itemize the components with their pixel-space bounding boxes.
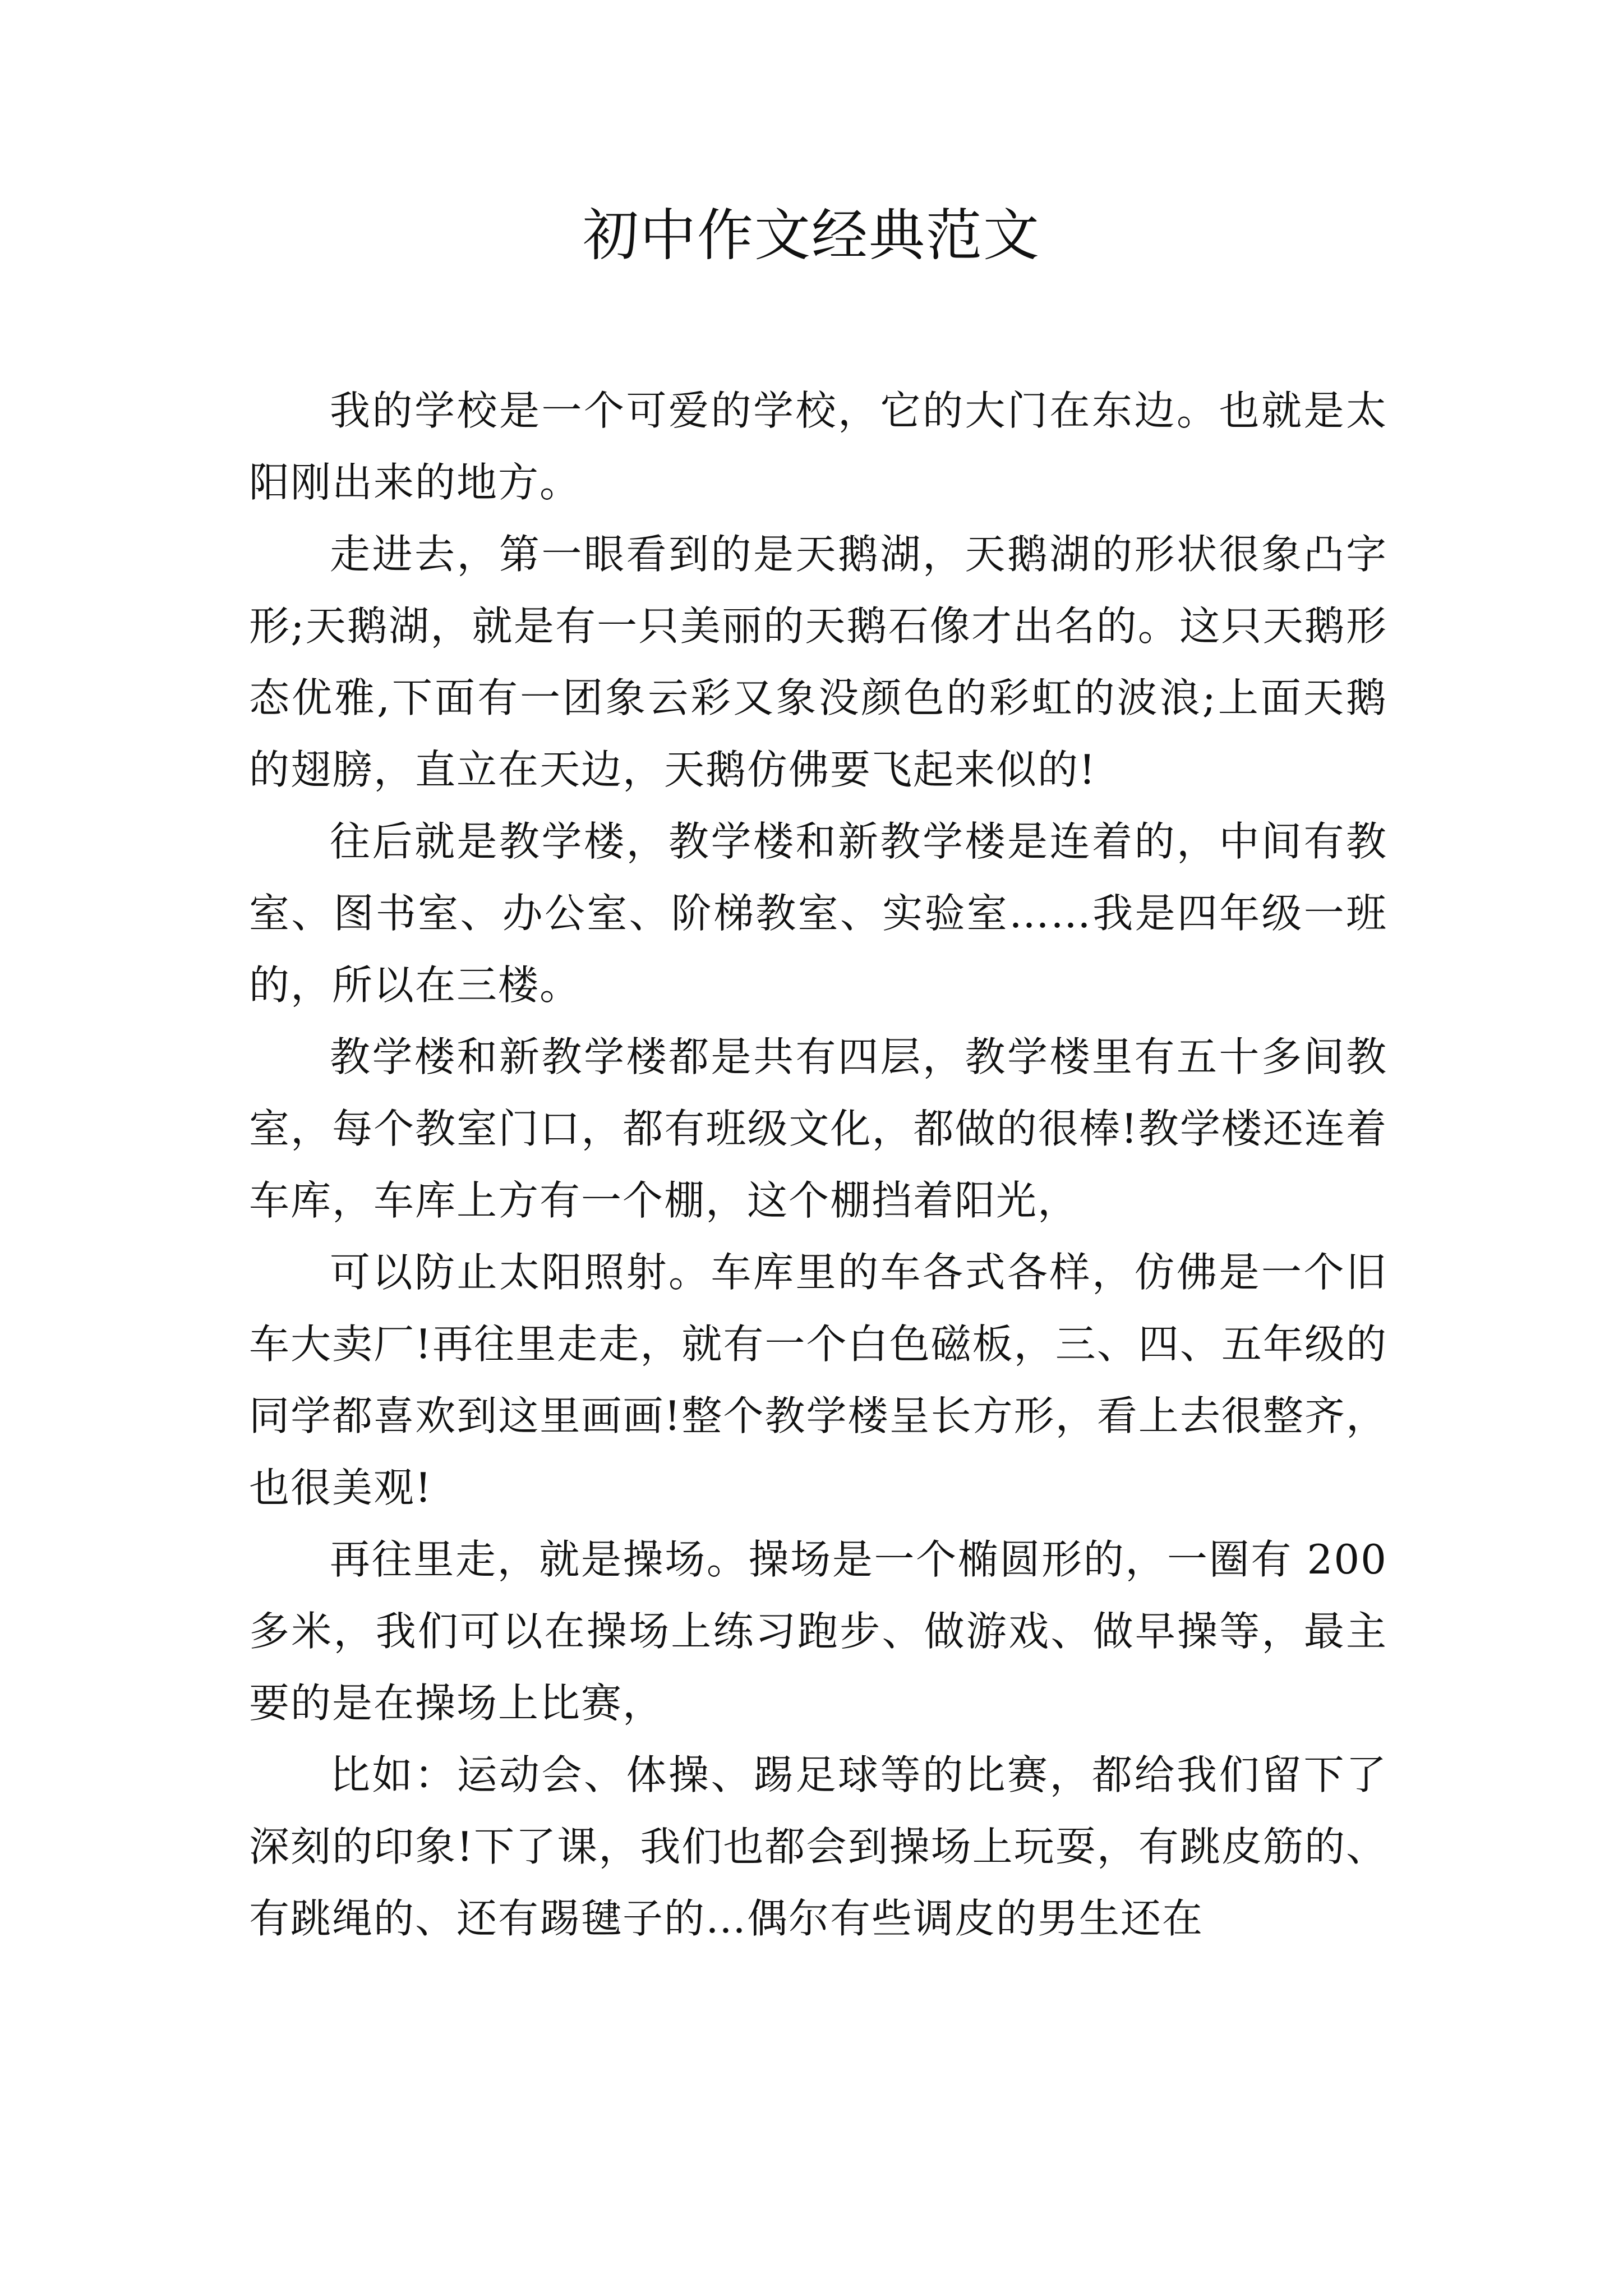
paragraph-2: 走进去，第一眼看到的是天鹅湖，天鹅湖的形状很象凸字形;天鹅湖，就是有一只美丽的天鹅石像才出名的。这只天鹅形态优雅,下面有一团象云彩又象没颜色的彩虹的波浪;上面天鹅的翅膀，直立在天边，天鹅仿佛要飞起来似的! (249, 531, 1387, 793)
paragraph-6: 再往里走，就是操场。操场是一个椭圆形的，一圈有 200 多米，我们可以在操场上练习跑步、做游戏、做早操等，最主要的是在操场上比赛， (249, 1536, 1387, 1727)
paragraph-4: 教学楼和新教学楼都是共有四层，教学楼里有五十多间教室，每个教室门口，都有班级文化，都做的很棒!教学楼还连着车库，车库上方有一个棚，这个棚挡着阳光， (249, 1033, 1387, 1224)
paragraph-5: 可以防止太阳照射。车库里的车各式各样，仿佛是一个旧车大卖厂!再往里走走，就有一个白色磁板，三、四、五年级的同学都喜欢到这里画画!整个教学楼呈长方形，看上去很整齐，也很美观! (249, 1249, 1387, 1511)
paragraph-7: 比如：运动会、体操、踢足球等的比赛，都给我们留下了深刻的印象!下了课，我们也都会到操场上玩耍，有跳皮筋的、有跳绳的、还有踢毽子的…偶尔有些调皮的男生还在 (249, 1751, 1387, 1942)
paragraph-1: 我的学校是一个可爱的学校，它的大门在东边。也就是太阳刚出来的地方。 (249, 387, 1387, 506)
article-body (249, 375, 1387, 1954)
paragraph-3: 往后就是教学楼，教学楼和新教学楼是连着的，中间有教室、图书室、办公室、阶梯教室、实验室……我是四年级一班的，所以在三楼。 (249, 818, 1387, 1009)
page-title: 初中作文经典范文 (583, 203, 1040, 268)
